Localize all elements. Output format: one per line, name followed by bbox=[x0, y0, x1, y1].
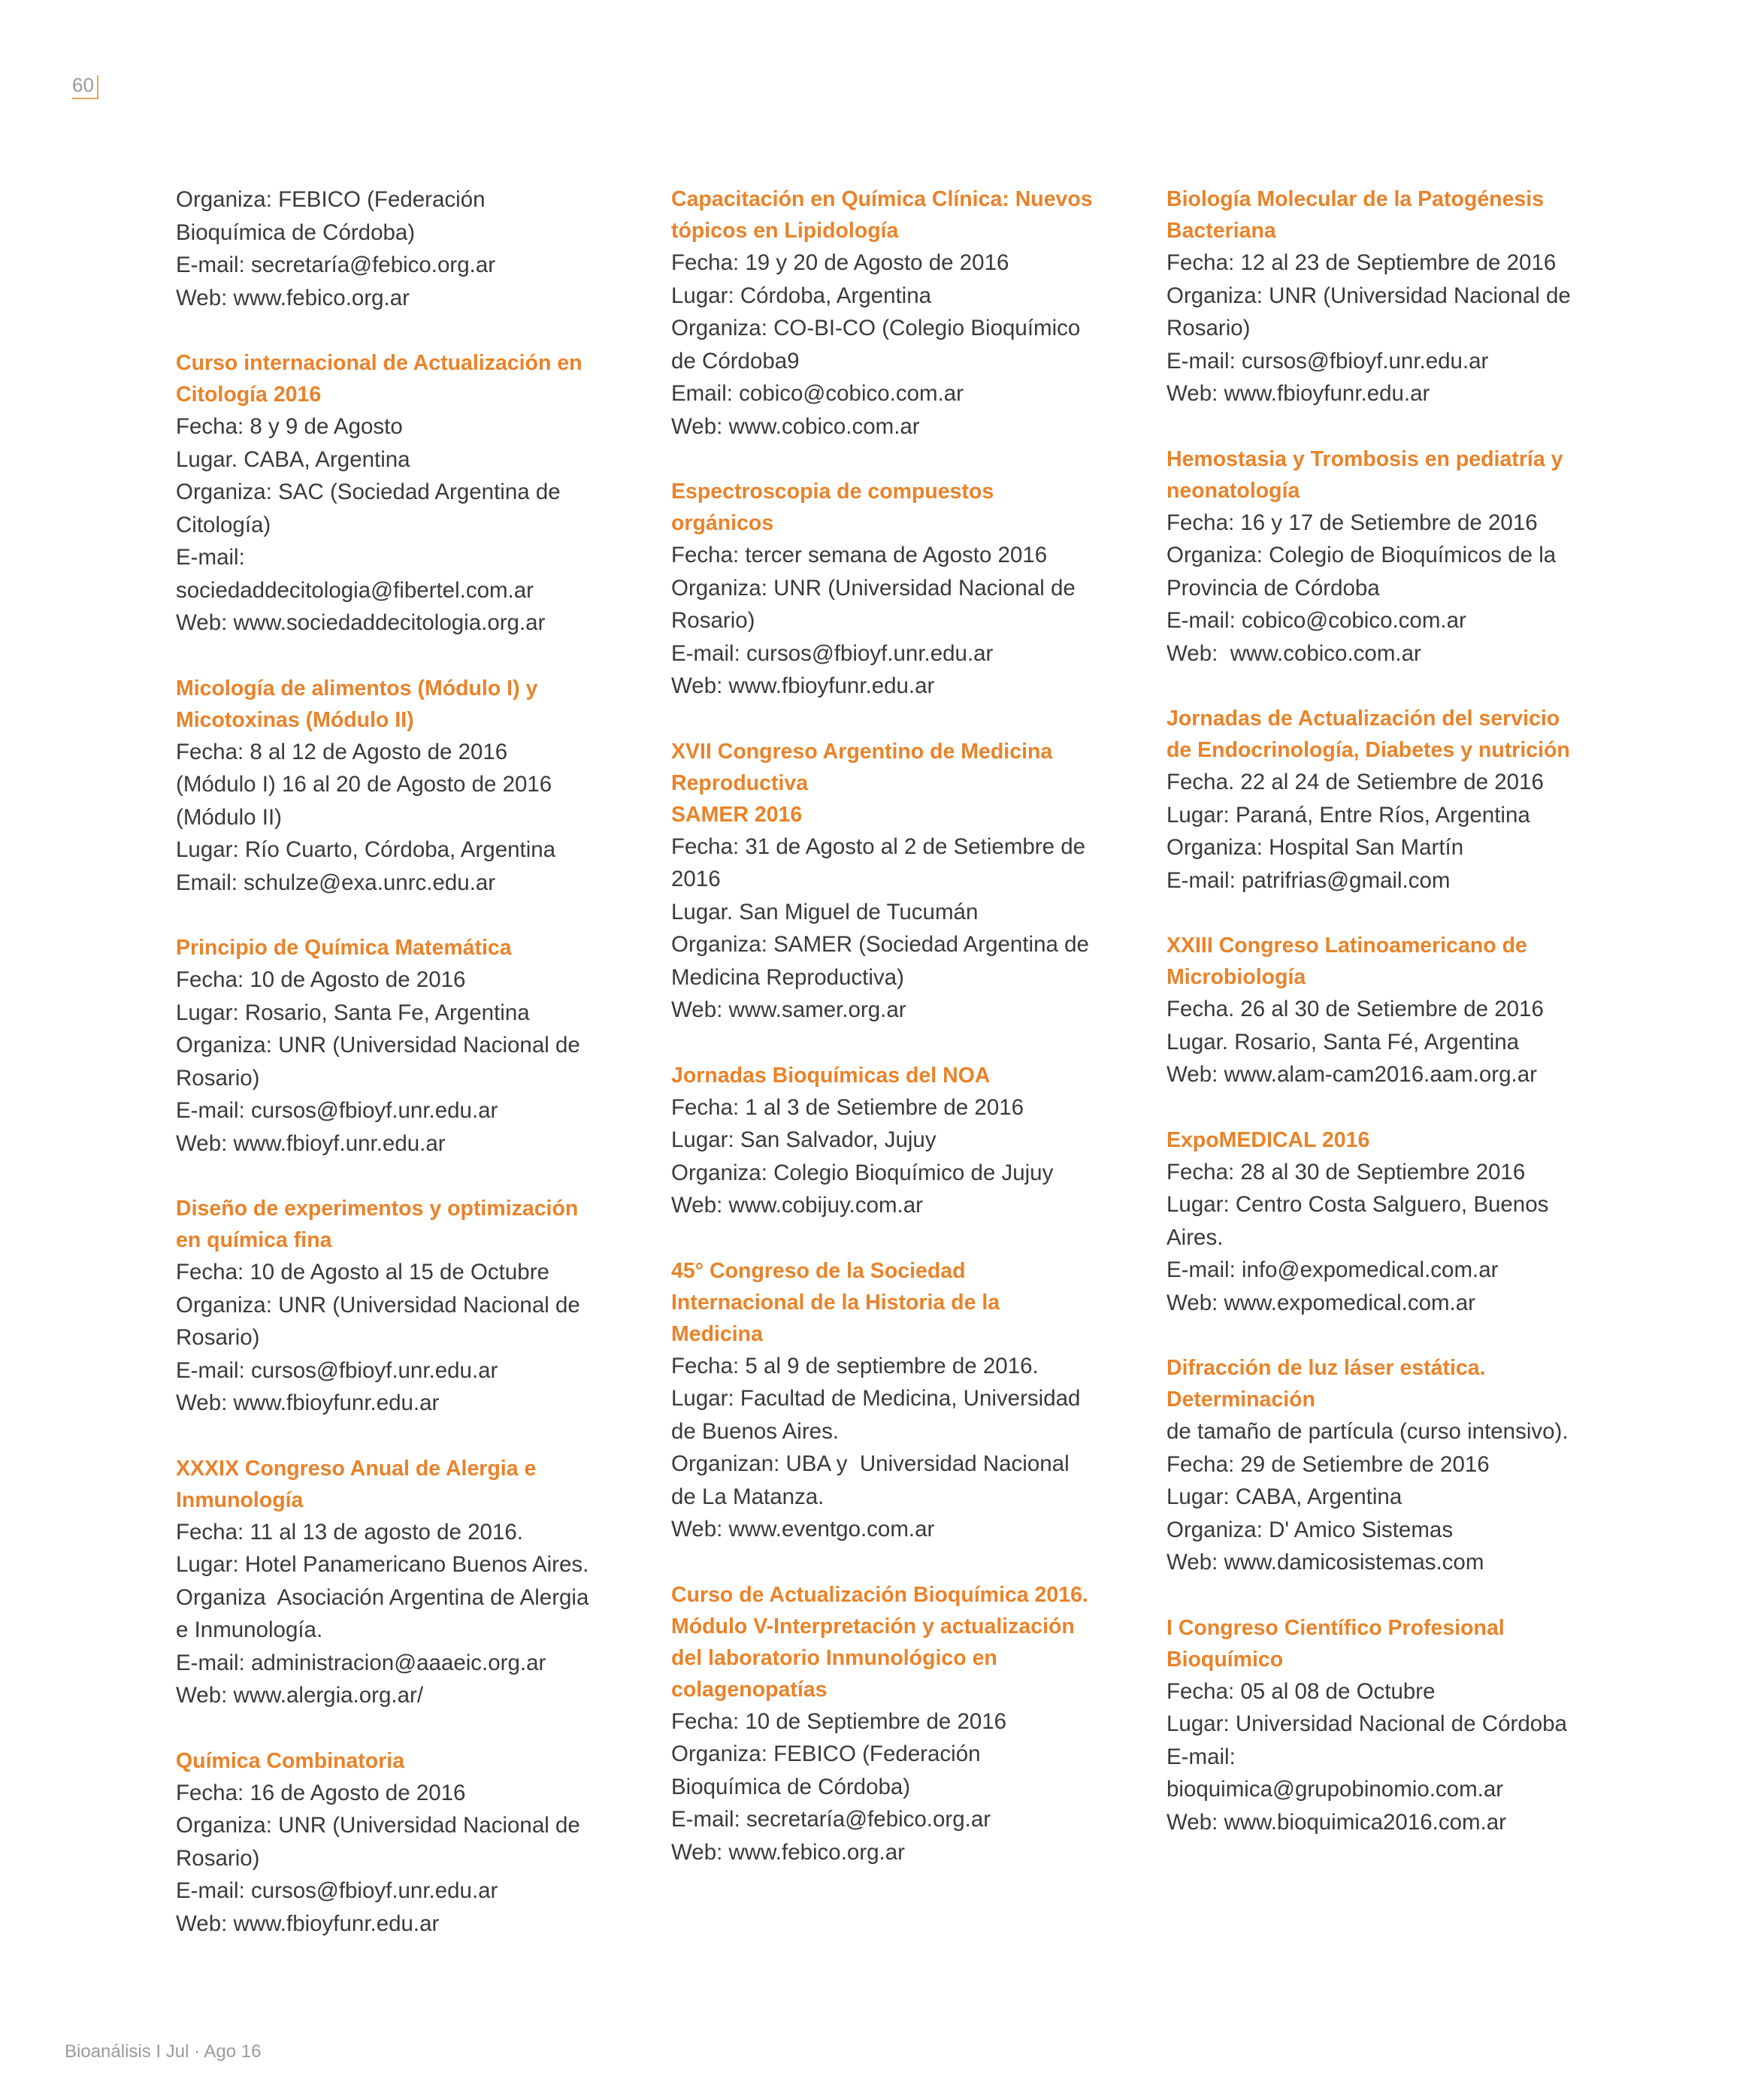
event-detail-line: Lugar: Facultad de Medicina, Universidad bbox=[671, 1386, 1081, 1411]
event-detail-line: Lugar: Hotel Panamericano Buenos Aires. bbox=[176, 1552, 589, 1577]
event-title: XVII Congreso Argentino de Medicina bbox=[671, 739, 1053, 764]
event-detail-line: Lugar. Rosario, Santa Fé, Argentina bbox=[1166, 1029, 1520, 1055]
event-entry bbox=[176, 183, 638, 314]
event-detail-line: Organiza: Colegio Bioquímico de Jujuy bbox=[671, 1160, 1054, 1185]
event-detail-line: Fecha: 5 al 9 de septiembre de 2016. bbox=[671, 1353, 1039, 1378]
event-title: del laboratorio Inmunológico en bbox=[671, 1645, 997, 1670]
event-detail-line: Web: www.sociedaddecitologia.org.ar bbox=[176, 610, 546, 635]
event-detail-line: Web: www.fbioyf.unr.edu.ar bbox=[176, 1130, 446, 1156]
event-detail-line: Fecha: 11 al 13 de agosto de 2016. bbox=[176, 1519, 523, 1545]
event-detail-line: Web: www.alergia.org.ar/ bbox=[176, 1683, 424, 1708]
event-detail-line: Web: www.samer.org.ar bbox=[671, 997, 906, 1022]
event-title: Jornadas de Actualización del servicio bbox=[1166, 707, 1560, 731]
event-detail-line: 2016 bbox=[671, 867, 721, 891]
event-detail-line: Provincia de Córdoba bbox=[1166, 575, 1380, 601]
event-detail-line: Organiza: CO-BI-CO (Colegio Bioquímico bbox=[671, 316, 1081, 340]
event-detail-line: E-mail: bbox=[176, 545, 245, 570]
event-title: Jornadas Bioquímicas del NOA bbox=[671, 1063, 991, 1088]
event-entry bbox=[671, 183, 1133, 443]
event-detail-line: Web: www.cobijuy.com.ar bbox=[671, 1193, 923, 1218]
column-1 bbox=[176, 183, 638, 1973]
event-detail-line: E-mail: bbox=[1166, 1744, 1236, 1769]
event-detail-line: de Buenos Aires. bbox=[671, 1418, 840, 1444]
event-title: en química fina bbox=[176, 1228, 332, 1252]
event-detail-line: E-mail: cursos@fbioyf.unr.edu.ar bbox=[176, 1098, 498, 1123]
event-title: Curso internacional de Actualización en bbox=[176, 351, 582, 375]
event-detail-line: Lugar: Universidad Nacional de Córdoba bbox=[1166, 1711, 1567, 1736]
event-detail-line: Fecha: 10 de Agosto al 15 de Octubre bbox=[176, 1260, 549, 1285]
event-title: XXXIX Congreso Anual de Alergia e bbox=[176, 1456, 537, 1481]
event-detail-line: E-mail: administracion@aaaeic.org.ar bbox=[176, 1650, 546, 1675]
event-detail-line: E-mail: secretaría@febico.org.ar bbox=[671, 1807, 991, 1832]
event-title: Hemostasia y Trombosis en pediatría y bbox=[1166, 446, 1563, 471]
page-number: 60 bbox=[72, 75, 98, 99]
event-entry bbox=[1166, 183, 1629, 410]
event-detail-line: Organiza: Colegio de Bioquímicos de la bbox=[1166, 543, 1557, 567]
event-detail-line: Organiza: UNR (Universidad Nacional de bbox=[176, 1813, 580, 1838]
event-detail-line: Fecha: 1 al 3 de Setiembre de 2016 bbox=[671, 1094, 1024, 1120]
event-entry bbox=[671, 1255, 1133, 1546]
event-detail-line: Bioquímica de Córdoba) bbox=[176, 219, 416, 245]
event-detail-line: Web: www.fbioyfunr.edu.ar bbox=[671, 673, 935, 698]
event-title: orgánicos bbox=[671, 511, 774, 535]
event-detail-line: (Módulo I) 16 al 20 de Agosto de 2016 bbox=[176, 772, 552, 797]
event-title: tópicos en Lipidología bbox=[671, 219, 899, 243]
event-detail-line: Organiza: UNR (Universidad Nacional de bbox=[671, 575, 1076, 601]
event-detail-line: Lugar: Córdoba, Argentina bbox=[671, 283, 932, 308]
event-detail-line: e Inmunología. bbox=[176, 1617, 323, 1642]
event-detail-line: bioquimica@grupobinomio.com.ar bbox=[1166, 1777, 1504, 1802]
event-detail-line: Organiza: UNR (Universidad Nacional de bbox=[176, 1033, 580, 1058]
event-title: Difracción de luz láser estática. bbox=[1166, 1356, 1486, 1380]
event-detail-line: de Córdoba9 bbox=[671, 348, 800, 374]
event-detail-line: Fecha: 31 de Agosto al 2 de Setiembre de bbox=[671, 834, 1086, 859]
event-detail-line: Fecha. 22 al 24 de Setiembre de 2016 bbox=[1166, 770, 1544, 794]
event-detail-line: E-mail: patrifrias@gmail.com bbox=[1166, 867, 1451, 893]
event-detail-line: Web: www.fbioyfunr.edu.ar bbox=[176, 1911, 440, 1936]
event-detail-line: Web: www.febico.org.ar bbox=[176, 285, 410, 310]
event-detail-line: Web: www.alam-cam2016.aam.org.ar bbox=[1166, 1062, 1537, 1087]
event-detail-line: Organiza: UNR (Universidad Nacional de bbox=[176, 1292, 580, 1318]
event-detail-line: Citología) bbox=[176, 512, 271, 537]
event-entry bbox=[671, 1060, 1133, 1222]
event-detail-line: Fecha: 8 y 9 de Agosto bbox=[176, 414, 403, 439]
event-detail-line: Fecha. 26 al 30 de Setiembre de 2016 bbox=[1166, 997, 1544, 1021]
event-detail-line: E-mail: info@expomedical.com.ar bbox=[1166, 1257, 1499, 1282]
event-detail-line: Lugar: CABA, Argentina bbox=[1166, 1484, 1402, 1509]
event-detail-line: Fecha: 10 de Septiembre de 2016 bbox=[671, 1708, 1007, 1734]
event-detail-line: de tamaño de partícula (curso intensivo). bbox=[1166, 1419, 1569, 1444]
event-detail-line: E-mail: cobico@cobico.com.ar bbox=[1166, 608, 1466, 633]
event-title: ExpoMEDICAL 2016 bbox=[1166, 1127, 1370, 1152]
event-detail-line: Email: cobico@cobico.com.ar bbox=[671, 381, 964, 406]
event-detail-line: Fecha: 10 de Agosto de 2016 bbox=[176, 967, 466, 992]
event-detail-line: Medicina Reproductiva) bbox=[671, 964, 904, 990]
event-detail-line: Bioquímica de Córdoba) bbox=[671, 1774, 911, 1799]
event-title: Bioquímico bbox=[1166, 1647, 1284, 1672]
event-detail-line: Lugar: Centro Costa Salguero, Buenos bbox=[1166, 1192, 1549, 1217]
event-title: Reproductiva bbox=[671, 770, 809, 795]
event-detail-line: Lugar: Rosario, Santa Fe, Argentina bbox=[176, 1000, 530, 1025]
event-entry bbox=[1166, 1352, 1629, 1579]
event-detail-line: Fecha: 8 al 12 de Agosto de 2016 bbox=[176, 739, 508, 764]
event-detail-line: Organizan: UBA y Universidad Nacional bbox=[671, 1451, 1070, 1476]
event-detail-line: Fecha: tercer semana de Agosto 2016 bbox=[671, 543, 1048, 567]
event-entry bbox=[176, 1193, 638, 1420]
event-detail-line: Organiza: FEBICO (Federación bbox=[671, 1741, 981, 1766]
event-title: de Endocrinología, Diabetes y nutrición bbox=[1166, 738, 1570, 762]
event-detail-line: Lugar. San Miguel de Tucumán bbox=[671, 899, 979, 924]
event-detail-line: Fecha: 29 de Setiembre de 2016 bbox=[1166, 1451, 1490, 1477]
event-detail-line: Organiza: FEBICO (Federación bbox=[176, 187, 486, 212]
event-entry bbox=[176, 1453, 638, 1712]
event-title: Química Combinatoria bbox=[176, 1748, 405, 1773]
event-detail-line: Organiza: Hospital San Martín bbox=[1166, 835, 1464, 860]
event-detail-line: Fecha: 16 de Agosto de 2016 bbox=[176, 1780, 466, 1805]
column-2 bbox=[671, 183, 1133, 1902]
event-detail-line: Organiza: SAMER (Sociedad Argentina de bbox=[671, 932, 1089, 957]
event-detail-line: Web: www.fbioyfunr.edu.ar bbox=[176, 1390, 440, 1415]
event-detail-line: Fecha: 28 al 30 de Septiembre 2016 bbox=[1166, 1159, 1526, 1185]
event-title: Medicina bbox=[671, 1321, 763, 1346]
event-title: colagenopatías bbox=[671, 1677, 828, 1702]
event-entry bbox=[1166, 930, 1629, 1091]
event-detail-line: Organiza: D' Amico Sistemas bbox=[1166, 1517, 1454, 1542]
event-detail-line: Lugar: Río Cuarto, Córdoba, Argentina bbox=[176, 837, 556, 862]
event-detail-line: Fecha: 16 y 17 de Setiembre de 2016 bbox=[1166, 510, 1538, 535]
event-title: I Congreso Científico Profesional bbox=[1166, 1615, 1505, 1640]
event-detail-line: Rosario) bbox=[176, 1065, 260, 1091]
event-detail-line: Fecha: 12 al 23 de Septiembre de 2016 bbox=[1166, 250, 1557, 275]
event-title: Microbiología bbox=[1166, 965, 1306, 989]
event-detail-line: Web: www.eventgo.com.ar bbox=[671, 1517, 935, 1542]
event-entry bbox=[176, 1745, 638, 1941]
event-entry bbox=[1166, 1612, 1629, 1839]
column-3 bbox=[1166, 183, 1629, 1872]
event-title: Biología Molecular de la Patogénesis bbox=[1166, 187, 1545, 211]
event-detail-line: Web: www.expomedical.com.ar bbox=[1166, 1290, 1475, 1315]
event-detail-line: E-mail: cursos@fbioyf.unr.edu.ar bbox=[176, 1878, 498, 1903]
event-entry bbox=[671, 476, 1133, 703]
event-title: Capacitación en Química Clínica: Nuevos bbox=[671, 187, 1093, 211]
event-title: Citología 2016 bbox=[176, 383, 322, 407]
event-title: Determinación bbox=[1166, 1387, 1315, 1412]
event-detail-line: Organiza: UNR (Universidad Nacional de bbox=[1166, 283, 1571, 308]
event-detail-line: (Módulo II) bbox=[176, 804, 282, 830]
event-detail-line: Fecha: 05 al 08 de Octubre bbox=[1166, 1678, 1436, 1704]
event-detail-line: Web: www.febico.org.ar bbox=[671, 1839, 905, 1865]
event-detail-line: Rosario) bbox=[671, 608, 755, 633]
event-title: XXIII Congreso Latinoamericano de bbox=[1166, 934, 1527, 958]
event-entry bbox=[1166, 703, 1629, 897]
event-detail-line: Organiza Asociación Argentina de Alergia bbox=[176, 1584, 589, 1610]
event-detail-line: Fecha: 19 y 20 de Agosto de 2016 bbox=[671, 250, 1009, 275]
event-title: 45° Congreso de la Sociedad bbox=[671, 1258, 966, 1283]
event-detail-line: Organiza: SAC (Sociedad Argentina de bbox=[176, 480, 561, 504]
event-title: Inmunología bbox=[176, 1487, 304, 1512]
event-title: Espectroscopia de compuestos bbox=[671, 480, 994, 504]
event-entry bbox=[1166, 1124, 1629, 1320]
event-title: Bacteriana bbox=[1166, 219, 1276, 243]
event-detail-line: E-mail: cursos@fbioyf.unr.edu.ar bbox=[1166, 348, 1489, 374]
event-detail-line: E-mail: cursos@fbioyf.unr.edu.ar bbox=[176, 1357, 498, 1383]
event-detail-line: Rosario) bbox=[1166, 316, 1251, 340]
event-entry bbox=[671, 736, 1133, 1027]
event-detail-line: Lugar: San Salvador, Jujuy bbox=[671, 1127, 936, 1152]
event-detail-line: E-mail: cursos@fbioyf.unr.edu.ar bbox=[671, 640, 994, 666]
event-title: Principio de Química Matemática bbox=[176, 936, 512, 960]
event-detail-line: Aires. bbox=[1166, 1224, 1224, 1250]
event-entry bbox=[671, 1579, 1133, 1869]
event-title: Curso de Actualización Bioquímica 2016. bbox=[671, 1582, 1088, 1607]
event-detail-line: Lugar. CABA, Argentina bbox=[176, 446, 410, 472]
event-detail-line: de La Matanza. bbox=[671, 1484, 825, 1509]
event-detail-line: Web: www.bioquimica2016.com.ar bbox=[1166, 1809, 1506, 1835]
event-title: Micotoxinas (Módulo II) bbox=[176, 707, 414, 732]
event-detail-line: Rosario) bbox=[176, 1325, 260, 1350]
event-detail-line: Lugar: Paraná, Entre Ríos, Argentina bbox=[1166, 802, 1530, 828]
event-detail-line: E-mail: secretaría@febico.org.ar bbox=[176, 253, 496, 277]
event-entry bbox=[176, 347, 638, 640]
event-entry bbox=[1166, 443, 1629, 670]
event-detail-line: Email: schulze@exa.unrc.edu.ar bbox=[176, 870, 496, 895]
event-detail-line: Rosario) bbox=[176, 1845, 260, 1871]
event-detail-line: Web: www.damicosistemas.com bbox=[1166, 1550, 1484, 1575]
event-title: Diseño de experimentos y optimización bbox=[176, 1197, 579, 1221]
event-title: Internacional de la Historia de la bbox=[671, 1290, 1000, 1315]
footer: Bioanálisis I Jul · Ago 16 bbox=[65, 2041, 262, 2062]
event-title: SAMER 2016 bbox=[671, 802, 803, 827]
event-detail-line: sociedaddecitologia@fibertel.com.ar bbox=[176, 577, 534, 603]
event-entry bbox=[176, 673, 638, 900]
event-detail-line: Web: www.cobico.com.ar bbox=[671, 413, 920, 439]
event-detail-line: Web: www.fbioyfunr.edu.ar bbox=[1166, 381, 1430, 406]
event-entry bbox=[176, 932, 638, 1160]
event-detail-line: Web: www.cobico.com.ar bbox=[1166, 640, 1421, 666]
event-title: Micología de alimentos (Módulo I) y bbox=[176, 676, 538, 701]
event-title: Módulo V-Interpretación y actualización bbox=[671, 1614, 1075, 1639]
event-title: neonatología bbox=[1166, 478, 1300, 503]
